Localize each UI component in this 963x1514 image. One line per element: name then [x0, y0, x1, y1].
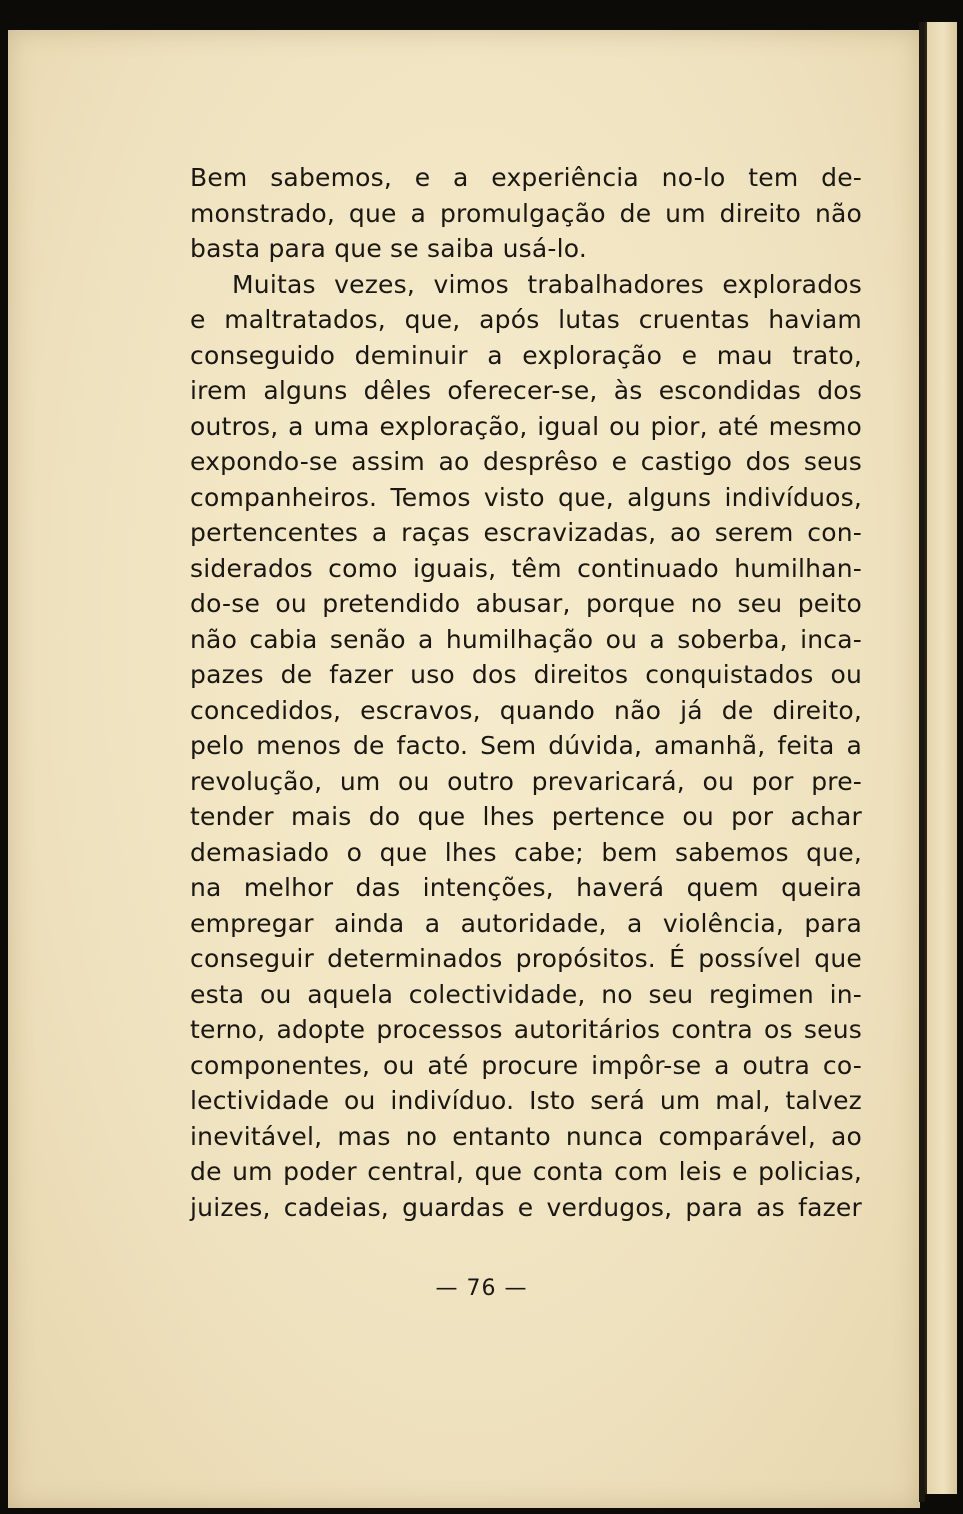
- text-line: outros, a uma exploração, igual ou pior, até mesmo: [190, 411, 862, 441]
- text-line: terno, adopte processos autoritários contra os seus: [190, 1015, 862, 1044]
- text-line: de um poder central, que conta com leis e policias,: [190, 1157, 862, 1186]
- text-line: conseguido deminuir a exploração e mau trato,: [190, 340, 862, 370]
- text-line: e maltratados, que, após lutas cruentas haviam: [190, 305, 862, 334]
- text-line: basta para que se saiba usá-lo.: [190, 234, 587, 263]
- text-line: companheiros. Temos visto que, alguns indivíduos,: [190, 482, 862, 512]
- text-line: não cabia senão a humilhação ou a soberba, inca-: [190, 624, 862, 654]
- text-line: empregar ainda a autoridade, a violência, para: [190, 908, 862, 938]
- text-line: Muitas vezes, vimos trabalhadores explorados: [232, 269, 862, 299]
- text-line: pelo menos de facto. Sem dúvida, amanhã, feita a: [190, 731, 862, 760]
- text-line: componentes, ou até procure impôr-se a outra co-: [190, 1050, 862, 1080]
- page-number: — 76 —: [435, 1276, 528, 1301]
- text-line: irem alguns dêles oferecer-se, às escondidas dos: [190, 376, 862, 405]
- text-line: concedidos, escravos, quando não já de direito,: [190, 695, 862, 725]
- text-line: demasiado o que lhes cabe; bem sabemos que,: [190, 837, 862, 867]
- text-line: expondo-se assim ao desprêso e castigo dos seus: [190, 447, 862, 476]
- text-line: siderados como iguais, têm continuado humilhan-: [190, 553, 862, 583]
- text-line: na melhor das intenções, haverá quem queira: [190, 873, 862, 902]
- text-line: monstrado, que a promulgação de um direito não: [190, 198, 862, 228]
- text-line: inevitável, mas no entanto nunca comparável, ao: [190, 1121, 862, 1151]
- text-line: pazes de fazer uso dos direitos conquistados ou: [190, 660, 862, 689]
- text-line: juizes, cadeias, guardas e verdugos, para as fazer: [190, 1192, 862, 1222]
- text-line: conseguir determinados propósitos. É possível que: [190, 944, 862, 973]
- text-line: tender mais do que lhes pertence ou por achar: [190, 802, 862, 831]
- next-page-edge: [925, 22, 957, 1494]
- text-line: do-se ou pretendido abusar, porque no seu peito: [190, 589, 862, 618]
- text-line: revolução, um ou outro prevaricará, ou por pre-: [190, 766, 862, 796]
- text-line: Bem sabemos, e a experiência no-lo tem de-: [190, 163, 862, 192]
- body-text: [190, 160, 862, 1225]
- text-line: esta ou aquela colectividade, no seu regimen in-: [190, 979, 862, 1009]
- text-line: pertencentes a raças escravizadas, ao serem con-: [190, 518, 862, 547]
- text-line: lectividade ou indivíduo. Isto será um mal, talvez: [190, 1086, 862, 1115]
